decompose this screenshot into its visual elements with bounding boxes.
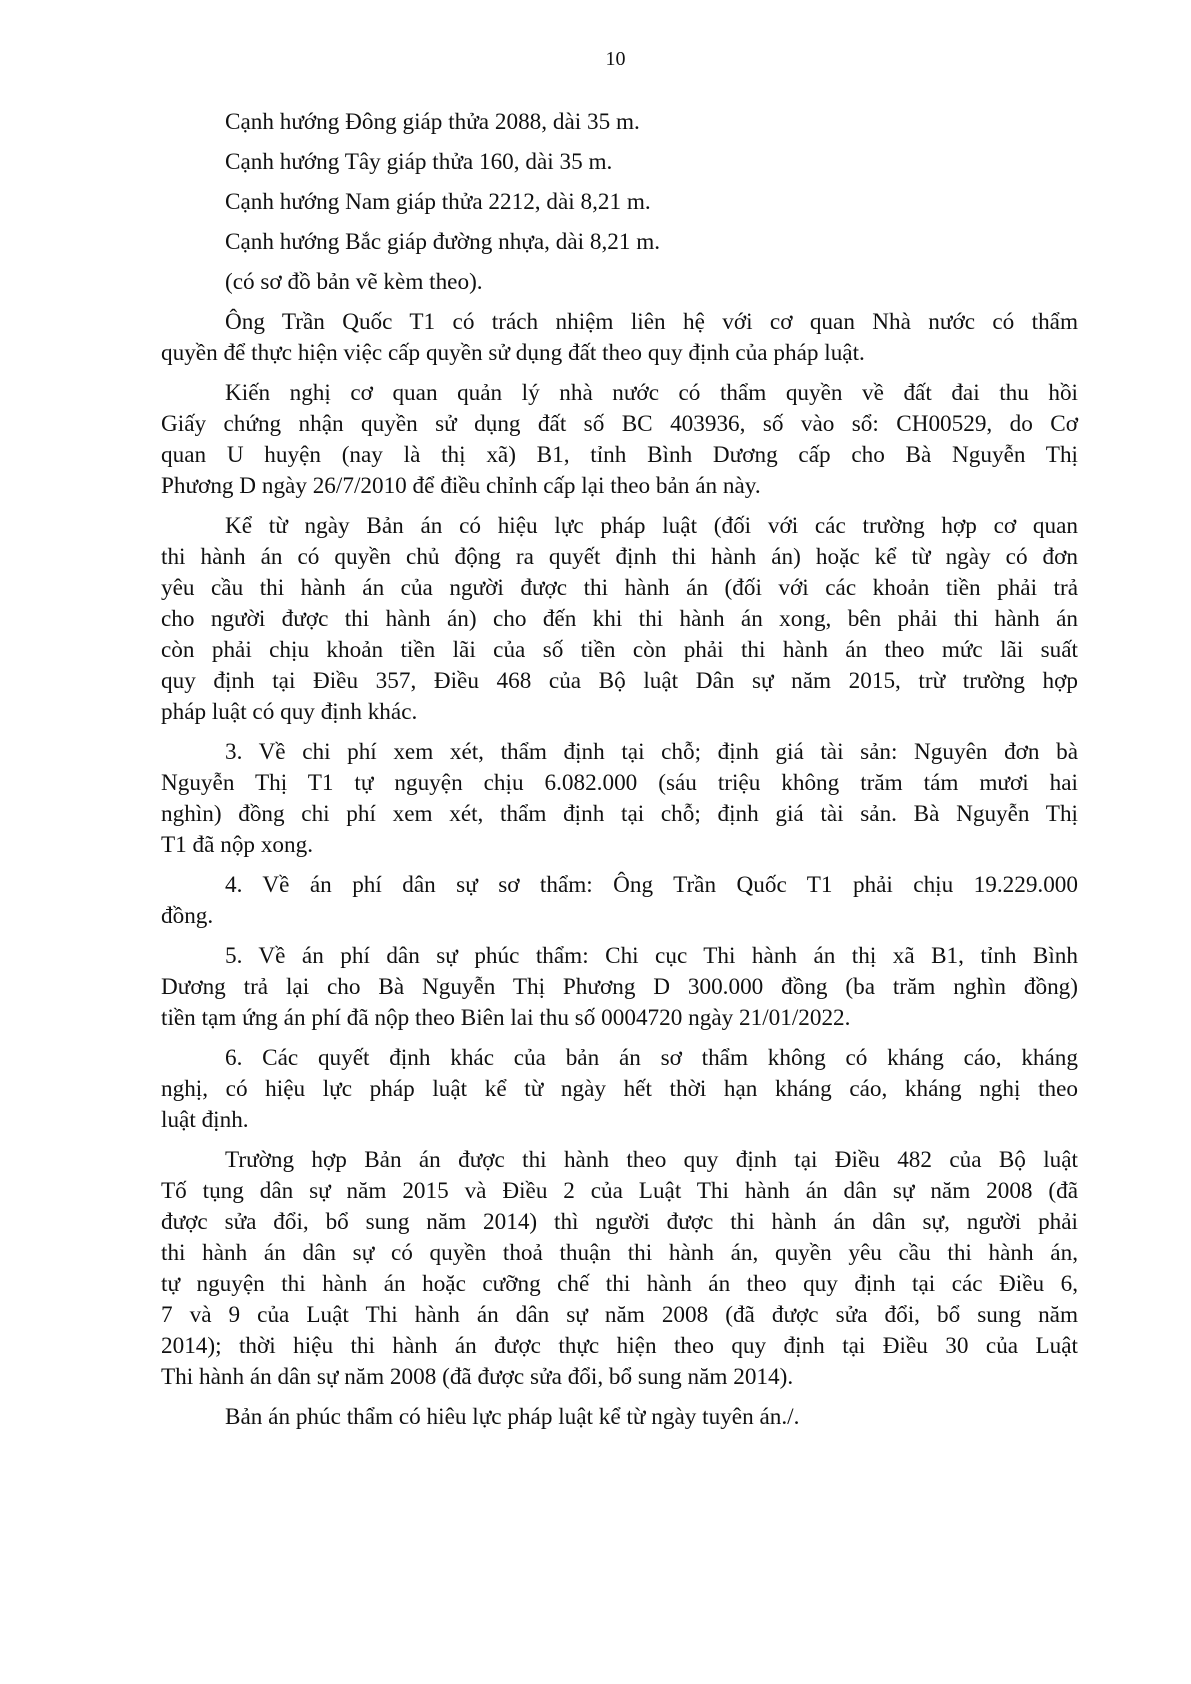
text-line: cho người được thi hành án) cho đến khi thi hành án xong, bên phải thi hành án [161, 606, 1078, 632]
paragraph-item-4 [161, 870, 1078, 932]
text-line: nghị, có hiệu lực pháp luật kể từ ngày hết thời hạn kháng cáo, kháng nghị theo [161, 1076, 1078, 1102]
paragraph-enforcement [161, 1145, 1078, 1393]
text-line: 2014); thời hiệu thi hành án được thực hiện theo quy định tại Điều 30 của Luật [161, 1333, 1078, 1359]
text-line: T1 đã nộp xong. [161, 832, 313, 858]
text-line: 7 và 9 của Luật Thi hành án dân sự năm 2008 (đã được sửa đổi, bổ sung năm [161, 1302, 1078, 1328]
boundary-note: (có sơ đồ bản vẽ kèm theo). [225, 269, 483, 295]
text-line: quy định tại Điều 357, Điều 468 của Bộ luật Dân sự năm 2015, trừ trường hợp [161, 668, 1078, 694]
text-line: Ông Trần Quốc T1 có trách nhiệm liên hệ với cơ quan Nhà nước có thẩm [225, 309, 1078, 335]
text-line: tự nguyện thi hành án hoặc cưỡng chế thi hành án theo quy định tại các Điều 6, [161, 1271, 1078, 1297]
text-line: Kể từ ngày Bản án có hiệu lực pháp luật (đối với các trường hợp cơ quan [225, 513, 1078, 539]
text-line: 6. Các quyết định khác của bản án sơ thẩm không có kháng cáo, kháng [225, 1045, 1078, 1071]
text-line: pháp luật có quy định khác. [161, 699, 418, 725]
text-line: nghìn) đồng chi phí xem xét, thẩm định tại chỗ; định giá tài sản. Bà Nguyễn Thị [161, 801, 1078, 827]
paragraph-item-6 [161, 1043, 1078, 1136]
text-line: quyền để thực hiện việc cấp quyền sử dụng đất theo quy định của pháp luật. [161, 340, 865, 366]
boundary-west: Cạnh hướng Tây giáp thửa 160, dài 35 m. [225, 149, 613, 175]
text-line: 5. Về án phí dân sự phúc thẩm: Chi cục Thi hành án thị xã B1, tỉnh Bình [225, 943, 1078, 969]
boundary-east: Cạnh hướng Đông giáp thửa 2088, dài 35 m. [225, 109, 640, 135]
text-line: thi hành án có quyền chủ động ra quyết định thi hành án) hoặc kể từ ngày có đơn [161, 544, 1078, 570]
document-body [161, 107, 1078, 1433]
paragraph-recommendation [161, 378, 1078, 502]
text-line: Trường hợp Bản án được thi hành theo quy định tại Điều 482 của Bộ luật [225, 1147, 1078, 1173]
page-number: 10 [605, 48, 626, 70]
text-line: 3. Về chi phí xem xét, thẩm định tại chỗ; định giá tài sản: Nguyên đơn bà [225, 739, 1078, 765]
paragraph-item-5 [161, 941, 1078, 1034]
text-line: Kiến nghị cơ quan quản lý nhà nước có thẩm quyền về đất đai thu hồi [225, 380, 1078, 406]
paragraph-item-3 [161, 737, 1078, 861]
paragraph-effective [161, 1402, 1078, 1433]
text-line: Dương trả lại cho Bà Nguyễn Thị Phương D 300.000 đồng (ba trăm nghìn đồng) [161, 974, 1078, 1000]
paragraph-obligation [161, 307, 1078, 369]
boundary-south: Cạnh hướng Nam giáp thửa 2212, dài 8,21 m. [225, 189, 651, 215]
text-line: yêu cầu thi hành án của người được thi hành án (đối với các khoản tiền phải trả [161, 575, 1078, 601]
text-line: Nguyễn Thị T1 tự nguyện chịu 6.082.000 (sáu triệu không trăm tám mươi hai [161, 770, 1078, 796]
text-line: 4. Về án phí dân sự sơ thẩm: Ông Trần Quốc T1 phải chịu 19.229.000 [225, 872, 1078, 898]
paragraph-interest [161, 511, 1078, 728]
text-line: Bản án phúc thẩm có hiêu lực pháp luật kể từ ngày tuyên án./. [225, 1404, 800, 1430]
text-line: Phương D ngày 26/7/2010 để điều chỉnh cấp lại theo bản án này. [161, 473, 761, 499]
text-line: còn phải chịu khoản tiền lãi của số tiền còn phải thi hành án theo mức lãi suất [161, 637, 1078, 663]
text-line: quan U huyện (nay là thị xã) B1, tỉnh Bình Dương cấp cho Bà Nguyễn Thị [161, 442, 1078, 468]
text-line: đồng. [161, 903, 214, 929]
text-line: thi hành án dân sự có quyền thoả thuận thi hành án, quyền yêu cầu thi hành án, [161, 1240, 1078, 1266]
text-line: Tố tụng dân sự năm 2015 và Điều 2 của Luật Thi hành án dân sự năm 2008 (đã [161, 1178, 1078, 1204]
boundary-north: Cạnh hướng Bắc giáp đường nhựa, dài 8,21 m. [225, 229, 661, 255]
text-line: được sửa đổi, bổ sung năm 2014) thì người được thi hành án dân sự, người phải [161, 1209, 1078, 1235]
text-line: luật định. [161, 1107, 249, 1133]
text-line: Thi hành án dân sự năm 2008 (đã được sửa đổi, bổ sung năm 2014). [161, 1364, 794, 1390]
text-line: Giấy chứng nhận quyền sử dụng đất số BC 403936, số vào sổ: CH00529, do Cơ [161, 411, 1078, 437]
text-line: tiền tạm ứng án phí đã nộp theo Biên lai thu số 0004720 ngày 21/01/2022. [161, 1005, 851, 1031]
